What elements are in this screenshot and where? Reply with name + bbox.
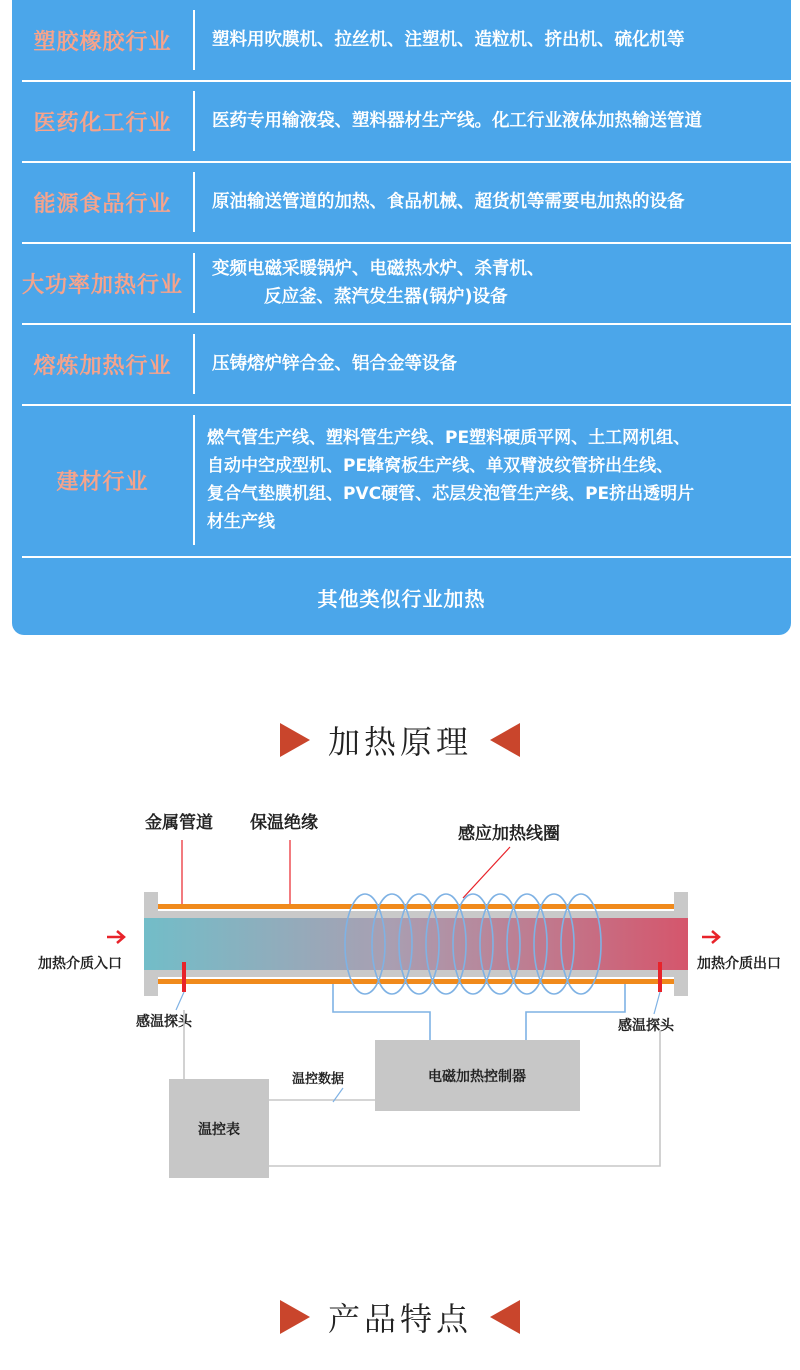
- industry-row: [12, 405, 791, 555]
- triangle-left-icon: [490, 1300, 520, 1334]
- triangle-right-icon: [280, 723, 310, 757]
- industry-panel: [12, 0, 791, 635]
- outlet-label: 加热介质出口: [697, 956, 781, 972]
- insulation-top: [158, 904, 674, 909]
- industry-name: 建材行业: [56, 469, 149, 495]
- industry-desc-line: 医药专用输液袋、塑料器材生产线。化工行业液体加热输送管道: [212, 111, 702, 131]
- inlet-arrow-icon: [107, 931, 124, 943]
- triangle-right-icon: [280, 1300, 310, 1334]
- industry-desc-line: 材生产线: [207, 512, 275, 532]
- section-title-text: 加热原理: [327, 723, 472, 761]
- controller-label: 电磁加热控制器: [428, 1069, 526, 1085]
- industry-desc-line: 变频电磁采暖锅炉、电磁热水炉、杀青机、: [212, 259, 545, 279]
- industry-desc-line: 原油输送管道的加热、食品机械、超货机等需要电加热的设备: [212, 192, 685, 212]
- outlet-arrow-icon: [702, 931, 719, 943]
- section-title-heating: [0, 715, 800, 765]
- industry-desc: [212, 0, 783, 80]
- insulation-label: 保温绝缘: [250, 813, 318, 833]
- industry-row: [12, 81, 791, 161]
- industry-desc: [212, 81, 783, 161]
- industry-desc-line: 塑料用吹膜机、拉丝机、注塑机、造粒机、挤出机、硫化机等: [212, 30, 685, 50]
- section-title-text: 产品特点: [327, 1300, 472, 1338]
- industry-desc-line: 复合气垫膜机组、PVC硬管、芯层发泡管生产线、PE挤出透明片: [207, 484, 695, 504]
- industry-row: [12, 0, 791, 80]
- industry-desc-line: 自动中空成型机、PE蜂窝板生产线、单双臂波纹管挤出生线、: [207, 456, 674, 476]
- temp-meter-label: 温控表: [198, 1122, 240, 1138]
- industry-name: 大功率加热行业: [21, 272, 183, 298]
- probe-right-label: 感温探头: [618, 1018, 674, 1034]
- metal-pipe-label: 金属管道: [145, 813, 213, 833]
- coil-label: 感应加热线圈: [458, 824, 560, 844]
- temp-data-label: 温控数据: [292, 1072, 345, 1087]
- industry-row: [12, 324, 791, 404]
- probe-left-leader: [176, 992, 184, 1010]
- industry-row: [12, 243, 791, 323]
- probe-left-label: 感温探头: [136, 1014, 192, 1030]
- probe-left: [182, 962, 186, 992]
- industry-desc: [212, 162, 783, 242]
- insulation-bottom: [158, 979, 674, 984]
- heating-principle-diagram: [0, 790, 800, 1190]
- section-title-features: [0, 1292, 800, 1342]
- industry-desc: [207, 405, 783, 555]
- heating-medium: [144, 918, 688, 970]
- industry-row: [12, 162, 791, 242]
- industry-desc-line: 反应釜、蒸汽发生器(锅炉)设备: [264, 287, 508, 307]
- inlet-label: 加热介质入口: [38, 956, 122, 972]
- probe-right-leader: [654, 992, 660, 1014]
- probe-right: [658, 962, 662, 992]
- industry-name: 塑胶橡胶行业: [33, 29, 172, 55]
- industry-desc: [212, 243, 783, 323]
- coil-leader: [463, 847, 510, 898]
- triangle-left-icon: [490, 723, 520, 757]
- industry-name: 能源食品行业: [33, 191, 172, 217]
- industry-desc-line: 燃气管生产线、塑料管生产线、PE塑料硬质平网、土工网机组、: [207, 428, 691, 448]
- other-industries: 其他类似行业加热: [317, 587, 486, 611]
- industry-desc-line: 压铸熔炉锌合金、铝合金等设备: [212, 354, 457, 374]
- industry-name: 医药化工行业: [33, 110, 172, 136]
- industry-name: 熔炼加热行业: [33, 353, 172, 379]
- industry-desc: [212, 324, 783, 404]
